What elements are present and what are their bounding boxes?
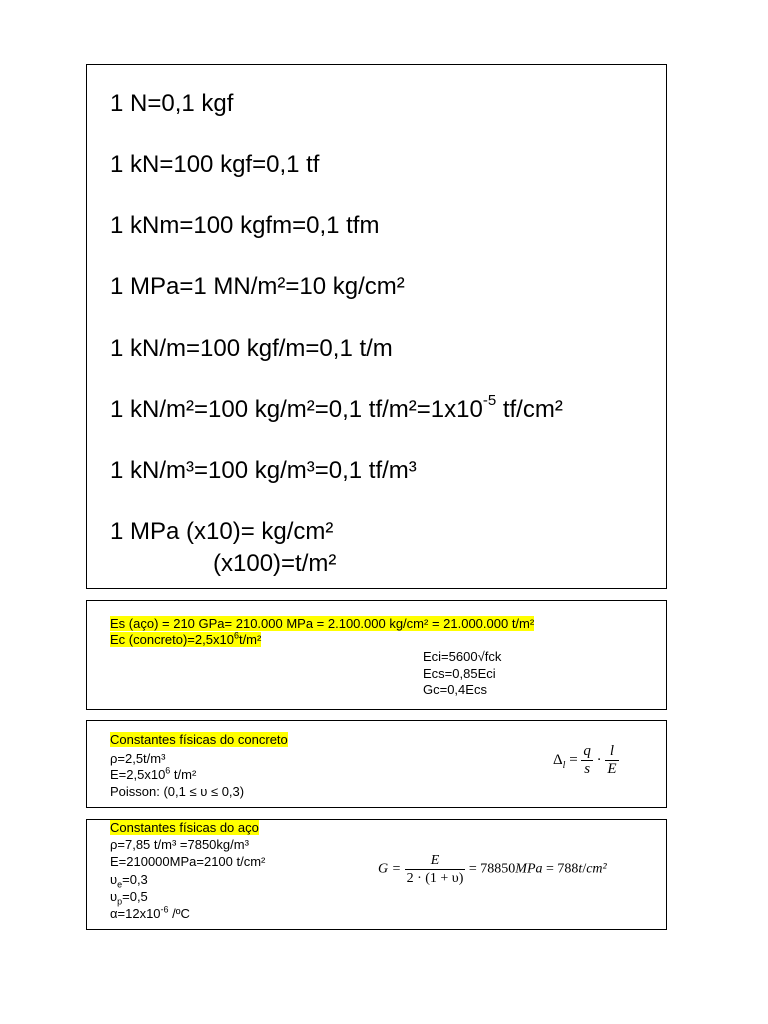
conversion-megapascal: 1 MPa=1 MN/m²=10 kg/cm² [110, 273, 405, 300]
concrete-constants-box [86, 720, 667, 808]
eci-formula: Eci=5600√fck [423, 649, 502, 664]
shear-modulus-formula: G = $\frac{E}{2 \cdot (1 + \upsilon)}$ = 78850MPa = 788t/cm² [378, 853, 607, 886]
elastic-moduli-box [86, 600, 667, 710]
steel-poisson-plastic: $\upsilon_p=0,5$ [110, 889, 148, 907]
steel-modulus: E=210000MPa=2100 t/cm² [110, 854, 266, 869]
elongation-formula: $\Delta_l$ = $\frac{q}{s}$ · $\frac{l}{E}$ [553, 743, 617, 777]
steel-constants-box [86, 819, 667, 930]
steel-thermal-expansion: $\alpha=12x10^{-6}$ /ºC [110, 904, 190, 921]
unit-conversions-box [86, 64, 667, 589]
conversion-mpa-tm2: (x100)=t/m² [213, 550, 337, 577]
steel-poisson-elastic: $\upsilon_e=0,3$ [110, 872, 148, 890]
steel-constants-title: Constantes físicas do aço [110, 820, 259, 835]
ecs-formula: Ecs=0,85Eci [423, 666, 496, 681]
concrete-density: ρ=2,5t/m³ [110, 751, 166, 766]
steel-density: ρ=7,85 t/m³ =7850kg/m³ [110, 837, 249, 852]
conversion-mpa-kgcm2: 1 MPa (x10)= kg/cm² [110, 518, 334, 545]
steel-modulus-line: Es (aço) = 210 GPa= 210.000 MPa = 2.100.000 kg/cm² = 21.000.000 t/m² [110, 616, 535, 631]
conversion-kn-per-m2: 1 kN/m²=100 kg/m²=0,1 $tf/m^2=1x10^{-5}$ tf/cm² [110, 392, 563, 423]
conversion-kilonewton: 1 kN=100 kgf=0,1 tf [110, 151, 320, 178]
conversion-kn-per-m3: 1 kN/m³=100 kg/m³=0,1 tf/m³ [110, 457, 417, 484]
gc-formula: Gc=0,4Ecs [423, 682, 487, 697]
concrete-modulus-line: Ec $(concreto)=2,5x10^6t/m^2$ [110, 630, 262, 647]
conversion-kn-per-m: 1 kN/m=100 kgf/m=0,1 t/m [110, 335, 393, 362]
concrete-modulus: $E=2,5x10^6$ t/m² [110, 765, 197, 782]
concrete-poisson: Poisson: (0,1 ≤ υ ≤ 0,3) [110, 784, 245, 799]
conversion-kilonewton-meter: 1 kNm=100 kgfm=0,1 tfm [110, 212, 380, 239]
conversion-newton: 1 N=0,1 kgf [110, 90, 234, 117]
concrete-constants-title: Constantes físicas do concreto [110, 732, 288, 747]
